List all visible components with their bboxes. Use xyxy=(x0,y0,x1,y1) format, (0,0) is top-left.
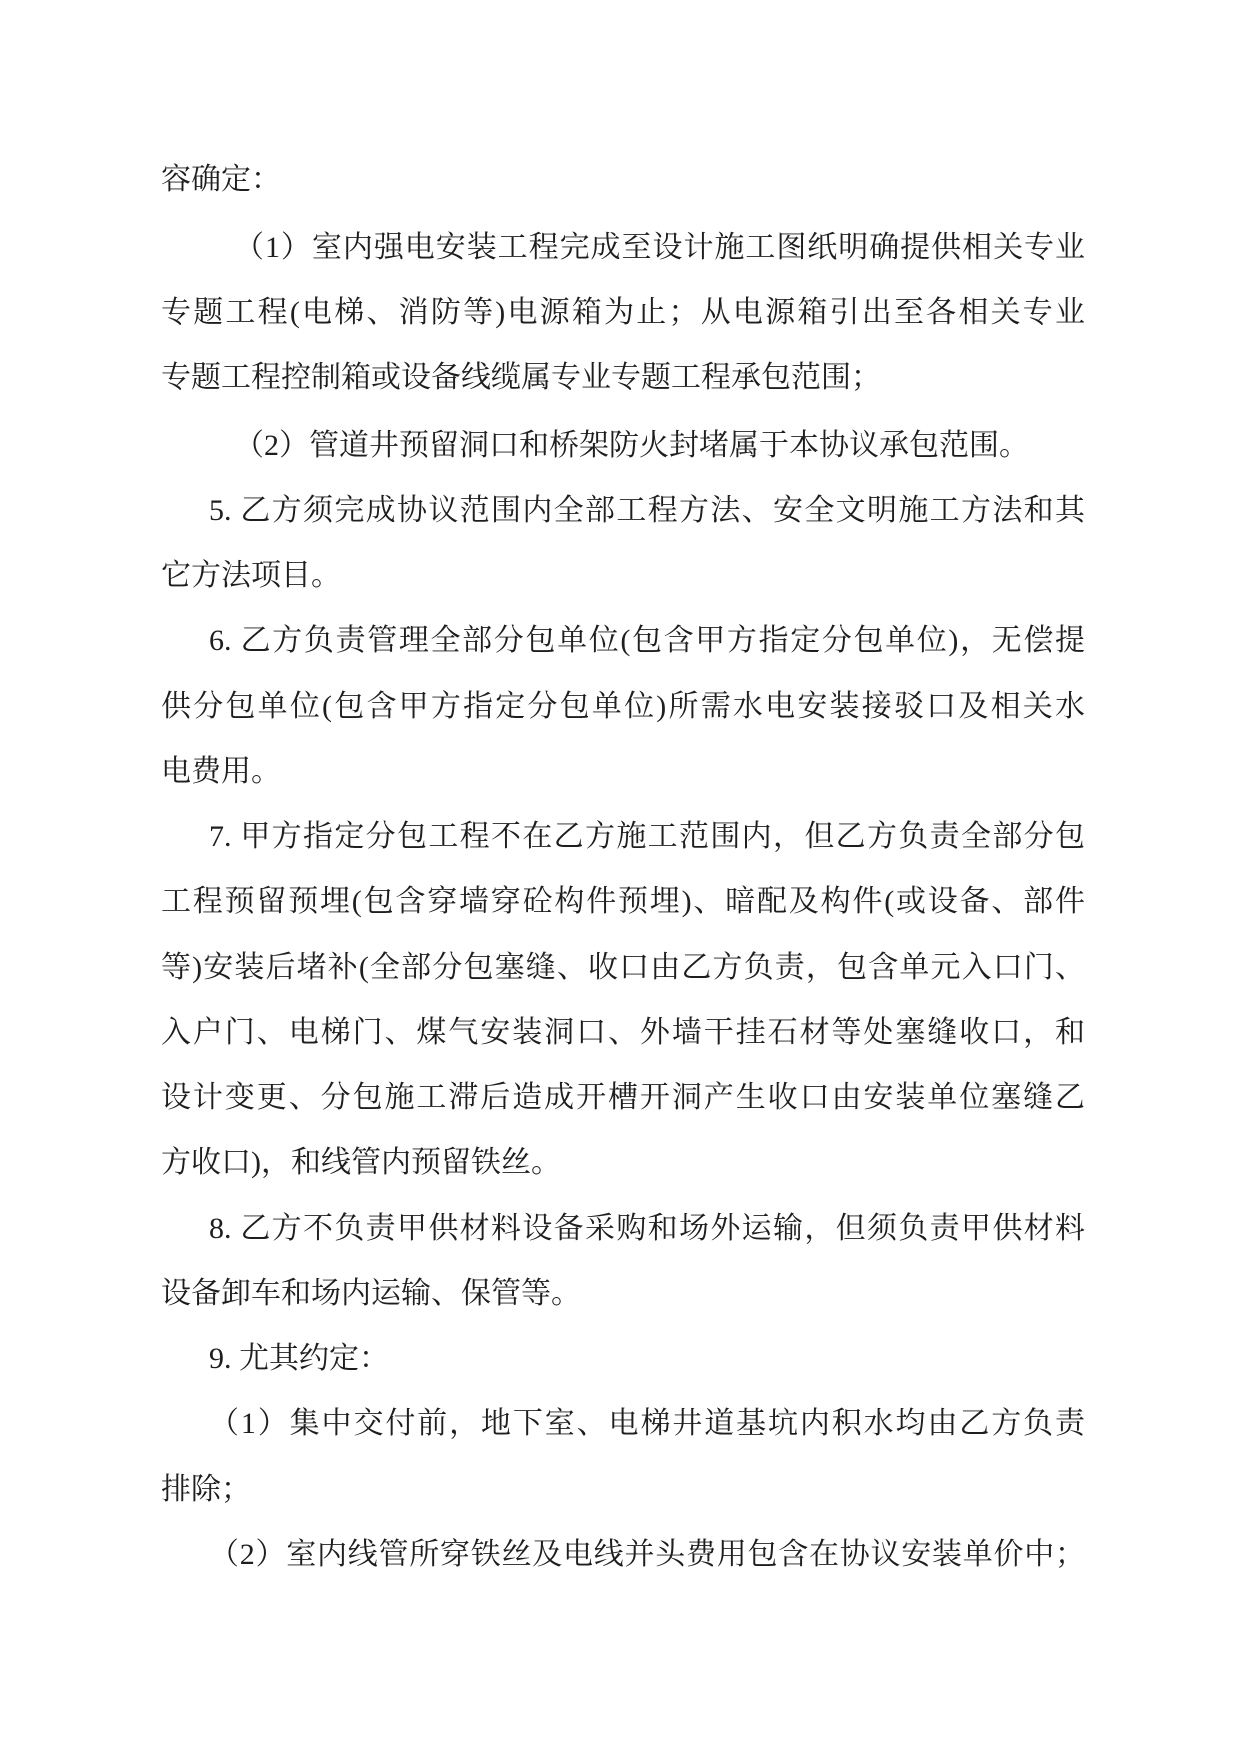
text-line: 方收口)，和线管内预留铁丝。 xyxy=(161,1146,561,1179)
text-line: 供分包单位(包含甲方指定分包单位)所需水电安装接驳口及相关水 xyxy=(161,690,1085,723)
text-line: 9. 尤其约定： xyxy=(209,1342,389,1375)
text-line: （2）管道井预留洞口和桥架防火封堵属于本协议承包范围。 xyxy=(234,429,1029,462)
text-line: 电费用。 xyxy=(161,755,281,788)
text-line: 专题工程控制箱或设备线缆属专业专题工程承包范围； xyxy=(161,361,881,394)
text-line: 设计变更、分包施工滞后造成开槽开洞产生收口由安装单位塞缝乙 xyxy=(161,1081,1085,1114)
text-line: 专题工程(电梯、消防等)电源箱为止；从电源箱引出至各相关专业 xyxy=(161,296,1085,329)
text-line: （1）室内强电安装工程完成至设计施工图纸明确提供相关专业 xyxy=(234,231,1085,264)
text-line: 设备卸车和场内运输、保管等。 xyxy=(161,1277,581,1310)
text-line: 等)安装后堵补(全部分包塞缝、收口由乙方负责，包含单元入口门、 xyxy=(161,951,1085,984)
text-line: 排除； xyxy=(161,1473,251,1506)
text-line: 8. 乙方不负责甲供材料设备采购和场外运输，但须负责甲供材料 xyxy=(209,1212,1085,1245)
text-line: 容确定： xyxy=(161,163,281,196)
text-line: 它方法项目。 xyxy=(161,559,341,592)
text-line: 6. 乙方负责管理全部分包单位(包含甲方指定分包单位)，无偿提 xyxy=(209,624,1085,657)
text-line: （2）室内线管所穿铁丝及电线并头费用包含在协议安装单价中； xyxy=(209,1538,1085,1571)
text-line: （1）集中交付前，地下室、电梯井道基坑内积水均由乙方负责 xyxy=(209,1407,1085,1440)
text-line: 工程预留预埋(包含穿墙穿砼构件预埋)、暗配及构件(或设备、部件 xyxy=(161,885,1085,918)
text-line: 7. 甲方指定分包工程不在乙方施工范围内，但乙方负责全部分包 xyxy=(209,820,1085,853)
text-line: 入户门、电梯门、煤气安装洞口、外墙干挂石材等处塞缝收口，和 xyxy=(161,1016,1085,1049)
text-line: 5. 乙方须完成协议范围内全部工程方法、安全文明施工方法和其 xyxy=(209,494,1085,527)
